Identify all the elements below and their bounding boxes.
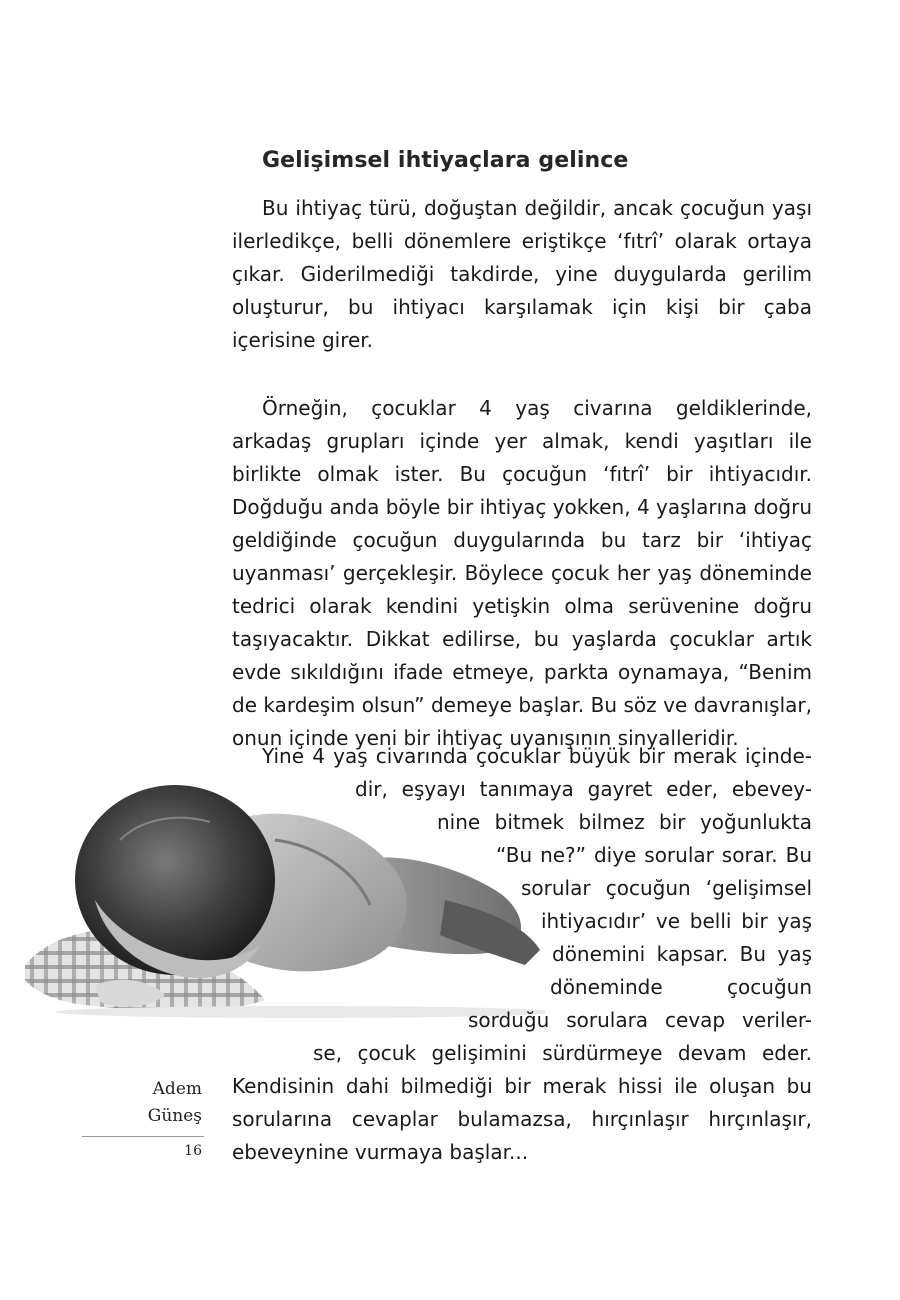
- author-first-name: Adem: [152, 1079, 202, 1099]
- footer-rule: [82, 1136, 204, 1137]
- paragraph-3-line: ihtiyacıdır’ ve belli bir yaş: [541, 909, 812, 933]
- paragraph-1-text: Bu ihtiyaç türü, doğuştan değildir, ancak çocuğun yaşı ilerledikçe, belli dönemlere eriştikçe ‘fıtrî’ olarak ortaya çıkar. Giderilmediği takdirde, yine duygularda gerilim oluşturur, bu ihtiyacı karşılamak için kişi bir çaba içerisine girer.: [232, 196, 812, 352]
- paragraph-1: [232, 192, 812, 357]
- paragraph-3-line: “Bu ne?” diye sorular sorar. Bu: [496, 843, 812, 867]
- paragraph-2-text: Örneğin, çocuklar 4 yaş civarına geldiklerinde, arkadaş grupları içinde yer almak, kendi yaşıtları ile birlikte olmak ister. Bu çocuğun ‘fıtrî’ bir ihtiyacıdır. Doğduğu anda böyle bir ihtiyaç yokken, 4 yaşlarına doğru geldiğinde çocuğun duygularında bu tarz bir ‘ihtiyaç uyanması’ gerçekleşir. Böylece çocuk her yaş döneminde tedrici olarak kendini yetişkin olma serüvenine doğru taşıyacaktır. Dikkat edilirse, bu yaşlarda çocuklar artık evde sıkıldığını ifade etmeye, parkta oynamaya, “Benim de kardeşim olsun” demeye başlar. Bu söz ve davranışlar, onun içinde yeni bir ihtiyaç uyanışının sinyalleridir.: [232, 396, 812, 750]
- paragraph-3-line: sorduğu sorulara cevap veriler-: [468, 1008, 812, 1032]
- paragraph-2: [232, 392, 812, 755]
- paragraph-3-line: döneminde çocuğun: [550, 975, 812, 999]
- paragraph-3-line: nine bitmek bilmez bir yoğunlukta: [437, 810, 812, 834]
- paragraph-3-line: dir, eşyayı tanımaya gayret eder, ebevey-: [355, 777, 812, 801]
- paragraph-3-line: dönemini kapsar. Bu yaş: [552, 942, 812, 966]
- paragraph-3-line: Kendisinin dahi bilmediği bir merak hissi ile oluşan bu: [232, 1074, 812, 1098]
- author-last-name: Güneş: [147, 1106, 202, 1126]
- paragraph-3-line: ebeveynine vurmaya başlar...: [232, 1140, 529, 1164]
- paragraph-3-line: sorular çocuğun ‘gelişimsel: [521, 876, 812, 900]
- paragraph-3-line: Yine 4 yaş civarında çocuklar büyük bir merak içinde-: [262, 744, 812, 768]
- page-number: 16: [184, 1143, 202, 1159]
- paragraph-3-line: se, çocuk gelişimini sürdürmeye devam eder.: [313, 1041, 812, 1065]
- paragraph-3-line: sorularına cevaplar bulamazsa, hırçınlaşır hırçınlaşır,: [232, 1107, 812, 1131]
- section-heading: Gelişimsel ihtiyaçlara gelince: [262, 148, 629, 173]
